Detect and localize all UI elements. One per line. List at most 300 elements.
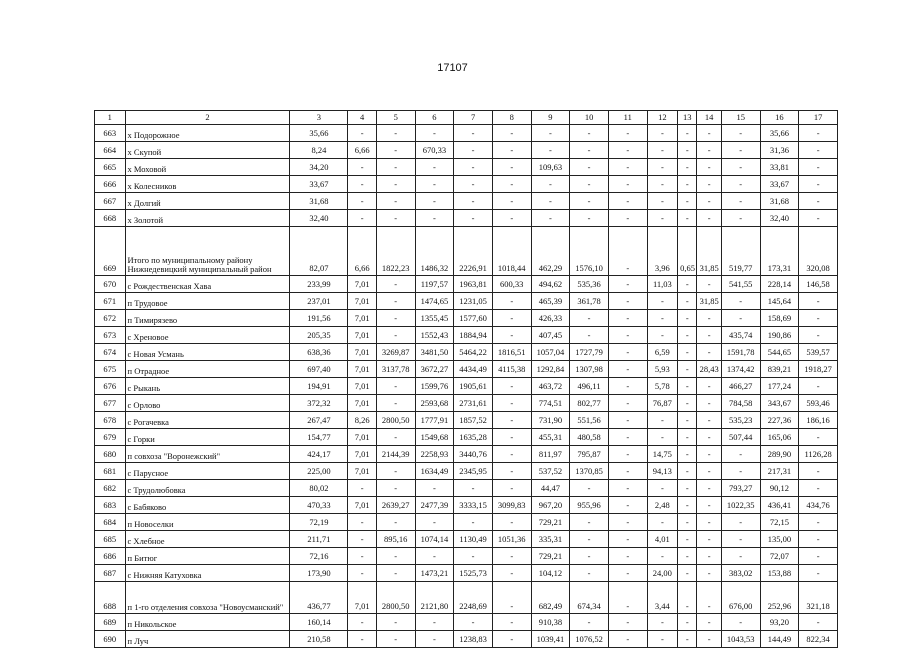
value-cell: - <box>570 480 609 497</box>
value-cell: - <box>492 327 531 344</box>
value-cell: - <box>647 614 678 631</box>
value-cell: - <box>678 548 697 565</box>
value-cell: - <box>492 310 531 327</box>
value-cell: - <box>608 548 647 565</box>
value-cell: 519,77 <box>721 227 760 276</box>
value-cell: - <box>376 429 415 446</box>
value-cell: 2800,50 <box>376 412 415 429</box>
value-cell: 237,01 <box>290 293 348 310</box>
value-cell: - <box>697 614 721 631</box>
value-cell: - <box>678 361 697 378</box>
value-cell: 1074,14 <box>415 531 454 548</box>
value-cell: - <box>531 210 570 227</box>
column-header: 12 <box>647 111 678 125</box>
value-cell: 173,90 <box>290 565 348 582</box>
value-cell: - <box>697 159 721 176</box>
value-cell: 6,59 <box>647 344 678 361</box>
value-cell: - <box>492 293 531 310</box>
value-cell: - <box>647 327 678 344</box>
value-cell: - <box>678 193 697 210</box>
value-cell: 177,24 <box>760 378 799 395</box>
value-cell: 1057,04 <box>531 344 570 361</box>
value-cell: - <box>608 227 647 276</box>
settlement-name-cell: х Скупой <box>125 142 290 159</box>
value-cell: - <box>678 210 697 227</box>
value-cell: 4,01 <box>647 531 678 548</box>
column-header: 15 <box>721 111 760 125</box>
value-cell: 82,07 <box>290 227 348 276</box>
settlement-name-cell: с Трудолюбовка <box>125 480 290 497</box>
value-cell: - <box>799 614 838 631</box>
value-cell: - <box>721 531 760 548</box>
value-cell: - <box>570 159 609 176</box>
value-cell: - <box>799 310 838 327</box>
value-cell: - <box>454 210 493 227</box>
value-cell: - <box>678 497 697 514</box>
table-row <box>95 497 838 514</box>
row-number-cell: 668 <box>95 210 126 227</box>
row-number-cell: 672 <box>95 310 126 327</box>
settlement-name-cell: п Тимирязево <box>125 310 290 327</box>
settlement-name-cell: п совхоза "Воронежский" <box>125 446 290 463</box>
value-cell: 7,01 <box>348 497 376 514</box>
value-cell: - <box>697 514 721 531</box>
value-cell: 7,01 <box>348 395 376 412</box>
row-number-cell: 683 <box>95 497 126 514</box>
table-row <box>95 193 838 210</box>
value-cell: 1591,78 <box>721 344 760 361</box>
value-cell: 537,52 <box>531 463 570 480</box>
row-number-cell: 669 <box>95 227 126 276</box>
value-cell: - <box>799 293 838 310</box>
value-cell: 1238,83 <box>454 631 493 648</box>
value-cell: - <box>799 193 838 210</box>
value-cell: - <box>799 176 838 193</box>
value-cell: - <box>697 631 721 648</box>
value-cell: - <box>697 429 721 446</box>
table-row <box>95 176 838 193</box>
table-row <box>95 142 838 159</box>
value-cell: 321,18 <box>799 582 838 614</box>
column-header: 16 <box>760 111 799 125</box>
value-cell: 7,01 <box>348 327 376 344</box>
table-row <box>95 631 838 648</box>
value-cell: 2248,69 <box>454 582 493 614</box>
value-cell: 2731,61 <box>454 395 493 412</box>
row-number-cell: 684 <box>95 514 126 531</box>
value-cell: - <box>697 497 721 514</box>
value-cell: - <box>721 142 760 159</box>
table-row <box>95 395 838 412</box>
column-header: 10 <box>570 111 609 125</box>
value-cell: - <box>678 480 697 497</box>
value-cell: 1549,68 <box>415 429 454 446</box>
value-cell: 7,01 <box>348 463 376 480</box>
value-cell: - <box>608 480 647 497</box>
value-cell: 436,77 <box>290 582 348 614</box>
value-cell: 822,34 <box>799 631 838 648</box>
value-cell: - <box>697 531 721 548</box>
value-cell: 674,34 <box>570 582 609 614</box>
column-header: 2 <box>125 111 290 125</box>
value-cell: 1905,61 <box>454 378 493 395</box>
value-cell: - <box>608 463 647 480</box>
value-cell: - <box>721 159 760 176</box>
value-cell: 31,36 <box>760 142 799 159</box>
value-cell: - <box>608 497 647 514</box>
value-cell: - <box>697 327 721 344</box>
value-cell: - <box>376 159 415 176</box>
value-cell: 320,08 <box>799 227 838 276</box>
value-cell: - <box>492 176 531 193</box>
value-cell: 1486,32 <box>415 227 454 276</box>
table-row <box>95 276 838 293</box>
value-cell: 1634,49 <box>415 463 454 480</box>
value-cell: - <box>415 193 454 210</box>
value-cell: - <box>697 463 721 480</box>
table-row <box>95 378 838 395</box>
value-cell: 7,01 <box>348 344 376 361</box>
value-cell: - <box>454 176 493 193</box>
value-cell: 682,49 <box>531 582 570 614</box>
value-cell: - <box>647 293 678 310</box>
value-cell: - <box>570 142 609 159</box>
table-row <box>95 446 838 463</box>
value-cell: 6,66 <box>348 227 376 276</box>
value-cell: - <box>492 378 531 395</box>
value-cell: - <box>608 276 647 293</box>
value-cell: - <box>608 565 647 582</box>
value-cell: - <box>721 310 760 327</box>
value-cell: 1018,44 <box>492 227 531 276</box>
value-cell: 217,31 <box>760 463 799 480</box>
value-cell: 774,51 <box>531 395 570 412</box>
settlement-name-cell: х Колесников <box>125 176 290 193</box>
table-row <box>95 614 838 631</box>
value-cell: - <box>678 176 697 193</box>
value-cell: 795,87 <box>570 446 609 463</box>
value-cell: 839,21 <box>760 361 799 378</box>
value-cell: 173,31 <box>760 227 799 276</box>
value-cell: - <box>492 565 531 582</box>
value-cell: 289,90 <box>760 446 799 463</box>
value-cell: - <box>678 429 697 446</box>
column-header: 14 <box>697 111 721 125</box>
value-cell: - <box>608 582 647 614</box>
value-cell: 2258,93 <box>415 446 454 463</box>
value-cell: - <box>697 176 721 193</box>
value-cell: 72,19 <box>290 514 348 531</box>
value-cell: - <box>678 310 697 327</box>
value-cell: 14,75 <box>647 446 678 463</box>
value-cell: - <box>647 142 678 159</box>
value-cell: 480,58 <box>570 429 609 446</box>
value-cell: - <box>721 463 760 480</box>
value-cell: - <box>531 125 570 142</box>
settlement-name-cell: п Битюг <box>125 548 290 565</box>
value-cell: 211,71 <box>290 531 348 548</box>
value-cell: 194,91 <box>290 378 348 395</box>
value-cell: 28,43 <box>697 361 721 378</box>
value-cell: - <box>570 327 609 344</box>
value-cell: 551,56 <box>570 412 609 429</box>
value-cell: - <box>376 463 415 480</box>
value-cell: - <box>697 548 721 565</box>
value-cell: 7,01 <box>348 361 376 378</box>
value-cell: 8,26 <box>348 412 376 429</box>
table-row <box>95 361 838 378</box>
value-cell: 1822,23 <box>376 227 415 276</box>
settlement-name-cell: с Горки <box>125 429 290 446</box>
value-cell: 76,87 <box>647 395 678 412</box>
settlement-name-cell: с Хлебное <box>125 531 290 548</box>
value-cell: 7,01 <box>348 310 376 327</box>
value-cell: - <box>647 193 678 210</box>
value-cell: - <box>608 614 647 631</box>
value-cell: 80,02 <box>290 480 348 497</box>
value-cell: 361,78 <box>570 293 609 310</box>
value-cell: 3333,15 <box>454 497 493 514</box>
value-cell: - <box>348 480 376 497</box>
row-number-cell: 663 <box>95 125 126 142</box>
value-cell: 135,00 <box>760 531 799 548</box>
value-cell: - <box>678 378 697 395</box>
column-header: 9 <box>531 111 570 125</box>
value-cell: - <box>799 125 838 142</box>
value-cell: 24,00 <box>647 565 678 582</box>
value-cell: 1374,42 <box>721 361 760 378</box>
value-cell: - <box>647 480 678 497</box>
value-cell: 1525,73 <box>454 565 493 582</box>
table-row <box>95 227 838 276</box>
row-number-cell: 676 <box>95 378 126 395</box>
value-cell: - <box>608 142 647 159</box>
value-cell: 33,67 <box>290 176 348 193</box>
value-cell: - <box>570 614 609 631</box>
value-cell: 1051,36 <box>492 531 531 548</box>
value-cell: 1355,45 <box>415 310 454 327</box>
value-cell: 1370,85 <box>570 463 609 480</box>
value-cell: 424,17 <box>290 446 348 463</box>
value-cell: - <box>678 327 697 344</box>
column-header: 5 <box>376 111 415 125</box>
value-cell: 35,66 <box>760 125 799 142</box>
value-cell: - <box>415 210 454 227</box>
value-cell: - <box>376 293 415 310</box>
value-cell: - <box>678 631 697 648</box>
value-cell: - <box>678 142 697 159</box>
value-cell: 90,12 <box>760 480 799 497</box>
value-cell: 1918,27 <box>799 361 838 378</box>
value-cell: 1777,91 <box>415 412 454 429</box>
settlement-name-cell: х Золотой <box>125 210 290 227</box>
value-cell: 729,21 <box>531 514 570 531</box>
value-cell: - <box>608 429 647 446</box>
value-cell: - <box>492 582 531 614</box>
value-cell: - <box>492 395 531 412</box>
value-cell: - <box>647 631 678 648</box>
value-cell: 343,67 <box>760 395 799 412</box>
value-cell: - <box>799 159 838 176</box>
value-cell: - <box>608 344 647 361</box>
table-row <box>95 412 838 429</box>
value-cell: - <box>570 565 609 582</box>
value-cell: 233,99 <box>290 276 348 293</box>
value-cell: 535,23 <box>721 412 760 429</box>
value-cell: - <box>492 614 531 631</box>
value-cell: - <box>678 514 697 531</box>
value-cell: - <box>697 344 721 361</box>
settlement-name-cell: с Парусное <box>125 463 290 480</box>
value-cell: 8,24 <box>290 142 348 159</box>
value-cell: 7,01 <box>348 582 376 614</box>
value-cell: 94,13 <box>647 463 678 480</box>
value-cell: 335,31 <box>531 531 570 548</box>
value-cell: - <box>608 176 647 193</box>
value-cell: - <box>608 310 647 327</box>
value-cell: 210,58 <box>290 631 348 648</box>
table-row <box>95 310 838 327</box>
settlement-name-cell: х Подорожное <box>125 125 290 142</box>
value-cell: 436,41 <box>760 497 799 514</box>
value-cell: - <box>492 142 531 159</box>
table-row <box>95 531 838 548</box>
value-cell: - <box>348 176 376 193</box>
row-number-cell: 677 <box>95 395 126 412</box>
value-cell: - <box>678 293 697 310</box>
value-cell: - <box>799 327 838 344</box>
value-cell: 160,14 <box>290 614 348 631</box>
column-header: 8 <box>492 111 531 125</box>
column-header: 13 <box>678 111 697 125</box>
value-cell: - <box>376 565 415 582</box>
table-row <box>95 548 838 565</box>
value-cell: 7,01 <box>348 446 376 463</box>
settlement-name-cell: п Луч <box>125 631 290 648</box>
value-cell: - <box>697 446 721 463</box>
value-cell: - <box>721 548 760 565</box>
value-cell: - <box>697 193 721 210</box>
row-number-cell: 679 <box>95 429 126 446</box>
value-cell: - <box>678 276 697 293</box>
value-cell: - <box>647 210 678 227</box>
value-cell: 1039,41 <box>531 631 570 648</box>
value-cell: - <box>697 142 721 159</box>
value-cell: 1599,76 <box>415 378 454 395</box>
value-cell: 205,35 <box>290 327 348 344</box>
value-cell: - <box>531 142 570 159</box>
value-cell: - <box>376 125 415 142</box>
value-cell: 158,69 <box>760 310 799 327</box>
value-cell: 426,33 <box>531 310 570 327</box>
value-cell: 593,46 <box>799 395 838 412</box>
value-cell: - <box>348 210 376 227</box>
row-number-cell: 666 <box>95 176 126 193</box>
value-cell: - <box>492 548 531 565</box>
value-cell: - <box>608 395 647 412</box>
value-cell: - <box>697 412 721 429</box>
value-cell: - <box>799 210 838 227</box>
value-cell: - <box>454 159 493 176</box>
value-cell: 31,85 <box>697 293 721 310</box>
value-cell: 1727,79 <box>570 344 609 361</box>
value-cell: - <box>570 548 609 565</box>
value-cell: - <box>454 480 493 497</box>
value-cell: 811,97 <box>531 446 570 463</box>
settlement-name-cell: п Новоселки <box>125 514 290 531</box>
value-cell: - <box>531 193 570 210</box>
value-cell: 2144,39 <box>376 446 415 463</box>
value-cell: 967,20 <box>531 497 570 514</box>
value-cell: - <box>647 548 678 565</box>
value-cell: 104,12 <box>531 565 570 582</box>
value-cell: 435,74 <box>721 327 760 344</box>
value-cell: - <box>608 159 647 176</box>
value-cell: 955,96 <box>570 497 609 514</box>
value-cell: - <box>454 193 493 210</box>
value-cell: 494,62 <box>531 276 570 293</box>
table-row <box>95 480 838 497</box>
table-row <box>95 344 838 361</box>
value-cell: 2477,39 <box>415 497 454 514</box>
value-cell: 1292,84 <box>531 361 570 378</box>
value-cell: 225,00 <box>290 463 348 480</box>
value-cell: 3269,87 <box>376 344 415 361</box>
value-cell: 1816,51 <box>492 344 531 361</box>
value-cell: 793,27 <box>721 480 760 497</box>
value-cell: 1231,05 <box>454 293 493 310</box>
value-cell: - <box>492 514 531 531</box>
settlement-name-cell: с Новая Усмань <box>125 344 290 361</box>
value-cell: 228,14 <box>760 276 799 293</box>
value-cell: 1884,94 <box>454 327 493 344</box>
settlement-name-cell: п 1-го отделения совхоза "Новоусманский" <box>125 582 290 614</box>
column-header: 3 <box>290 111 348 125</box>
value-cell: 1963,81 <box>454 276 493 293</box>
value-cell: - <box>531 176 570 193</box>
value-cell: - <box>799 548 838 565</box>
value-cell: 31,68 <box>760 193 799 210</box>
value-cell: 146,58 <box>799 276 838 293</box>
row-number-cell: 667 <box>95 193 126 210</box>
table-row <box>95 429 838 446</box>
value-cell: 35,66 <box>290 125 348 142</box>
row-number-cell: 673 <box>95 327 126 344</box>
value-cell: - <box>454 614 493 631</box>
value-cell: 465,39 <box>531 293 570 310</box>
value-cell: - <box>799 480 838 497</box>
settlement-name-cell: х Моховой <box>125 159 290 176</box>
value-cell: 5,78 <box>647 378 678 395</box>
table-row <box>95 463 838 480</box>
value-cell: 2639,27 <box>376 497 415 514</box>
value-cell: - <box>647 125 678 142</box>
value-cell: 1126,28 <box>799 446 838 463</box>
value-cell: - <box>647 310 678 327</box>
value-cell: - <box>697 310 721 327</box>
value-cell: 165,06 <box>760 429 799 446</box>
value-cell: - <box>608 193 647 210</box>
value-cell: - <box>608 210 647 227</box>
settlement-name-cell: с Бабяково <box>125 497 290 514</box>
value-cell: 6,66 <box>348 142 376 159</box>
value-cell: 4434,49 <box>454 361 493 378</box>
value-cell: - <box>415 176 454 193</box>
value-cell: 1635,28 <box>454 429 493 446</box>
table-header-row <box>95 111 838 125</box>
value-cell: 676,00 <box>721 582 760 614</box>
row-number-cell: 685 <box>95 531 126 548</box>
